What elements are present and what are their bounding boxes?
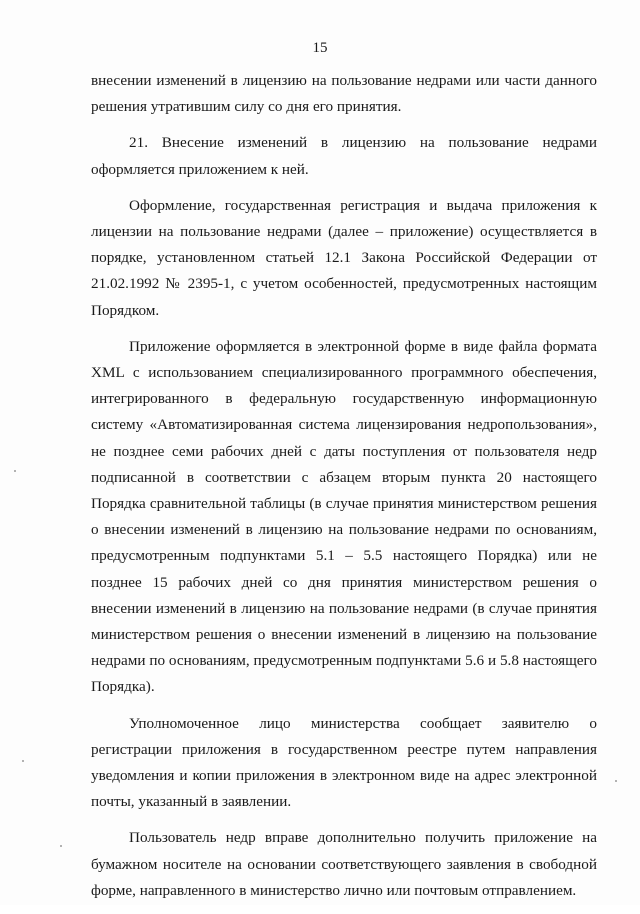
paragraph-continuation: внесении изменений в лицензию на пользование недрами или части данного решения утратившим силу со дня его принятия.	[91, 72, 597, 116]
scan-speck	[14, 470, 16, 472]
scan-speck	[60, 845, 62, 847]
page-number: 15	[312, 40, 328, 56]
paragraph-electronic-form: Приложение оформляется в электронной форме в виде файла формата XML с использованием специализированного программного обеспечения, интегрированного в федеральную государственную информационную систему «Автоматизированная система лицензирования недропользования», не позднее семи рабочих дней с даты поступления от пользователя недр подписанной в соответствии с абзацем вторым пункта 20 настоящего Порядка сравнительной таблицы (в случае принятия министерством решения о внесении изменений в лицензию на пользование недрами по основаниям, предусмотренным подпунктами 5.1 – 5.5 настоящего Порядка) или не позднее 15 рабочих дней со дня принятия министерством решения о внесении изменений в лицензию на пользование недрами (в случае принятия министерством решения о внесении изменений в лицензию на пользование недрами по основаниям, предусмотренным подпунктами 5.6 и 5.8 настоящего Порядка).	[91, 337, 597, 696]
paragraph-paper-copy: Пользователь недр вправе дополнительно получить приложение на бумажном носителе на основании соответствующего заявления в свободной форме, направленного в министерство лично или почтовым отправлением.	[91, 829, 597, 899]
scan-speck	[615, 780, 617, 782]
document-body	[91, 68, 597, 914]
scan-speck	[22, 760, 24, 762]
paragraph-notification: Уполномоченное лицо министерства сообщает заявителю о регистрации приложения в государственном реестре путем направления уведомления и копии приложения в электронном виде на адрес электронной почты, указанный в заявлении.	[91, 714, 597, 811]
paragraph-registration-order: Оформление, государственная регистрация и выдача приложения к лицензии на пользование недрами (далее – приложение) осуществляется в порядке, установленном статьей 12.1 Закона Российской Федерации от 21.02.1992 № 2395-1, с учетом особенностей, предусмотренных настоящим Порядком.	[91, 196, 597, 319]
paragraph-clause-21: 21. Внесение изменений в лицензию на пользование недрами оформляется приложением к ней.	[91, 134, 597, 178]
